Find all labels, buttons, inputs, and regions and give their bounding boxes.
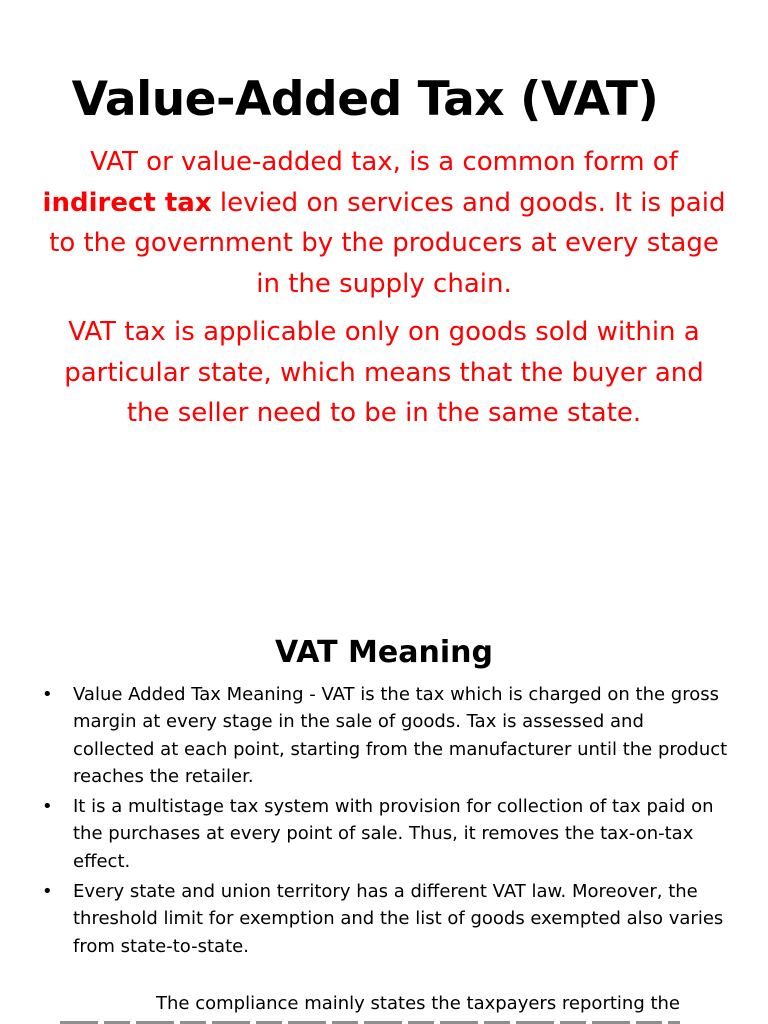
bullet-list	[40, 681, 730, 963]
intro-paragraph-1-end: levied on services and goods. It is paid to the government by the producers at every stage in the supply chain.	[49, 187, 726, 299]
bullet-icon: •	[42, 796, 53, 818]
intro-text	[40, 142, 728, 434]
intro-paragraph-1-bold: indirect tax	[42, 187, 212, 218]
intro-paragraph-1	[40, 142, 728, 304]
page-title: Value-Added Tax (VAT)	[71, 72, 659, 128]
section-title: VAT Meaning	[275, 634, 493, 670]
list-item	[40, 681, 730, 790]
trailing-paragraph: The compliance mainly states the taxpayers reporting the	[156, 993, 681, 1014]
bullet-icon: •	[42, 684, 53, 705]
list-item-text: It is a multistage tax system with provision for collection of tax paid on the purchases at every point of sale. Thus, it removes the tax-on-tax effect.	[73, 796, 714, 872]
bullet-icon: •	[42, 881, 53, 903]
list-item-text: Every state and union territory has a different VAT law. Moreover, the threshold limit for exemption and the list of goods exempted also varies from state-to-state.	[73, 881, 724, 957]
intro-paragraph-1-start: VAT or value-added tax, is a common form of	[90, 147, 678, 177]
list-item-text: Value Added Tax Meaning - VAT is the tax which is charged on the gross margin at every stage in the sale of goods. Tax is assessed and collected at each point, starting from the manufacturer until the product reaches the retailer.	[73, 684, 728, 787]
slide-vat-meaning	[0, 560, 768, 1024]
list-item	[40, 878, 730, 960]
cut-off-text-line	[60, 1016, 680, 1024]
intro-paragraph-2: VAT tax is applicable only on goods sold within a particular state, which means that the buyer and the seller need to be in the same state.	[64, 317, 704, 428]
list-item	[40, 793, 730, 875]
